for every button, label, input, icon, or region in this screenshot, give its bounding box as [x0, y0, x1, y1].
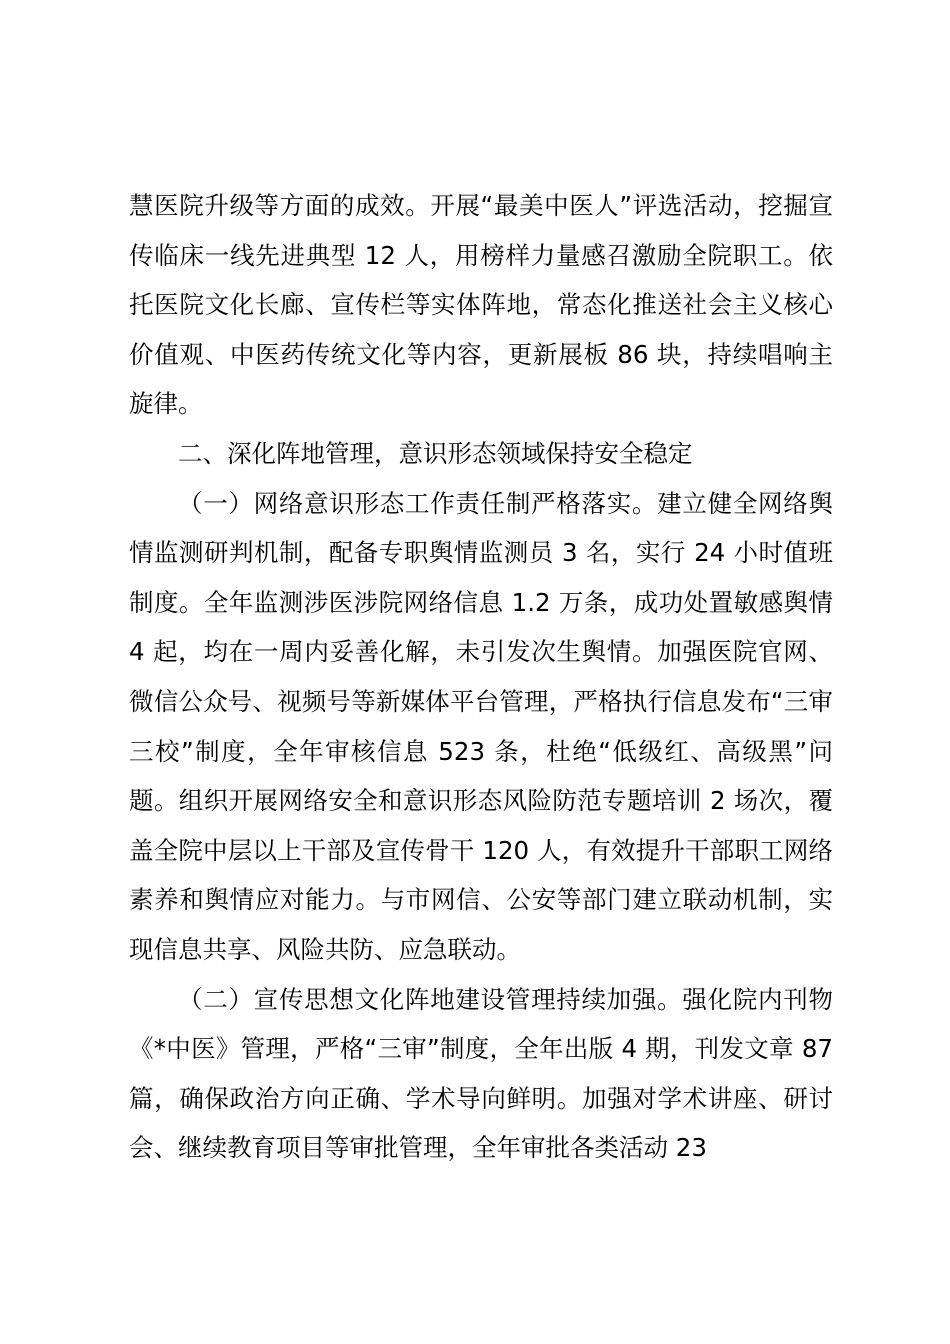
- paragraph-culture-positions: （二）宣传思想文化阵地建设管理持续加强。强化院内刊物《*中医》管理，严格“三审”制度，全年出版 4 期，刊发文章 87 篇，确保政治方向正确、学术导向鲜明。加强对学术讲座、研讨会、继续教育项目等审批管理，全年审批各类活动 23: [129, 984, 833, 1163]
- paragraph-network-ideology: （一）网络意识形态工作责任制严格落实。建立健全网络舆情监测研判机制，配备专职舆情监测员 3 名，实行 24 小时值班制度。全年监测涉医涉院网络信息 1.2 万条，成功处置敏感舆情 4 起，均在一周内妥善化解，未引发次生舆情。加强医院官网、微信公众号、视频号等新媒体平台管理，严格执行信息发布“三审三校”制度，全年审核信息 523 条，杜绝“低级红、高级黑”问题。组织开展网络安全和意识形态风险防范专题培训 2 场次，覆盖全院中层以上干部及宣传骨干 120 人，有效提升干部职工网络素养和舆情应对能力。与市网信、公安等部门建立联动机制，实现信息共享、风险共防、应急联动。: [129, 488, 833, 964]
- paragraph-continued: 慧医院升级等方面的成效。开展“最美中医人”评选活动，挖掘宣传临床一线先进典型 12 人，用榜样力量感召激励全院职工。依托医院文化长廊、宣传栏等实体阵地，常态化推送社会主义核心价值观、中医药传统文化等内容，更新展板 86 块，持续唱响主旋律。: [129, 191, 833, 419]
- section-heading-2: 二、深化阵地管理，意识形态领域保持安全稳定: [178, 438, 693, 468]
- document-body: [129, 181, 833, 1173]
